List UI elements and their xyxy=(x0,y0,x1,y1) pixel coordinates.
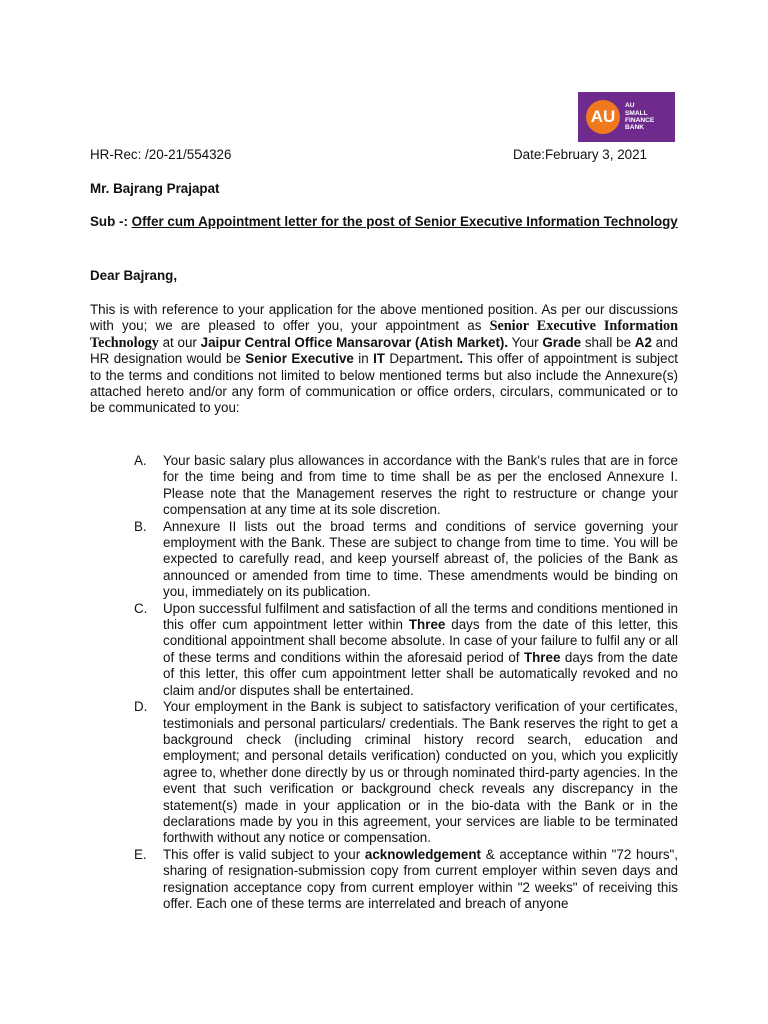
item-label: A. xyxy=(134,453,147,468)
letter-date: Date:February 3, 2021 xyxy=(513,147,647,162)
au-bank-logo xyxy=(578,92,675,142)
designation-value: Senior Executive xyxy=(245,351,354,367)
item-text: Annexure II lists out the broad terms and conditions of service governing your employment with the Bank. These are subject to change from time to time. You will be expected to carefully read, and keep yourself abreast of, the policies of the Bank as announced or amended from time to time. These amendments would be binding on you, immediately on its publication. xyxy=(163,518,678,600)
department-value: IT xyxy=(373,351,385,367)
item-label: E. xyxy=(134,846,147,862)
salutation: Dear Bajrang, xyxy=(90,268,178,283)
list-item xyxy=(134,601,678,699)
subject-prefix: Sub -: xyxy=(90,214,128,229)
intro-paragraph: This is with reference to your application for the above mentioned position. As per our discussions with you; we are pleased to offer you, your appointment as Senior Executive Information Technology at our Jaipur Central Office Mansarovar (Atish Market). Your Grade shall be A2 and HR designation would be Senior Executive in IT Department. This offer of appointment is subject to the terms and conditions not limited to below mentioned terms but also include the Annexure(s) attached hereto and/or any form of communication or office orders, circulars, communicated or to be communicated to you: xyxy=(90,302,678,416)
position-title: Senior Executive Information Technology xyxy=(90,318,678,351)
list-item xyxy=(134,519,678,601)
item-label: D. xyxy=(134,699,148,715)
item-label: C. xyxy=(134,600,148,616)
list-item xyxy=(134,453,678,519)
terms-list xyxy=(134,453,678,912)
office-location: Jaipur Central Office Mansarovar (Atish Market). xyxy=(200,334,509,350)
logo-mark: AU xyxy=(586,100,620,134)
item-text: This offer is valid subject to your acknowledgement & acceptance within "72 hours", sharing of resignation-submission copy from current employer within seven days and resignation acceptance copy from current employer within "2 weeks" of receiving this offer. Each one of these terms are interrelated and breach of anyone xyxy=(163,846,678,911)
item-text: Your basic salary plus allowances in accordance with the Bank's rules that are in force for the time being and from time to time shall be as per the enclosed Annexure I. Please note that the Management reserves the right to restructure or change your compensation at any time at its sole discretion. xyxy=(163,453,678,518)
reference-number: HR-Rec: /20-21/554326 xyxy=(90,147,232,162)
subject-line xyxy=(90,214,678,230)
item-label: B. xyxy=(134,518,147,534)
list-item xyxy=(134,699,678,847)
item-text: Your employment in the Bank is subject to satisfactory verification of your certificates, testimonials and personal particulars/ credentials. The Bank reserves the right to get a background check (including criminal history record search, education and employment; and personal details verification) conducted on you, which you explicitly agree to, whether done directly by us or through nominated third-party agencies. In the event that such verification or background check reveals any discrepancy in the statement(s) made in your application or in the bio-data with the Bank or in the declarations made by you in this agreement, your services are liable to be terminated forthwith without any notice or compensation. xyxy=(163,699,678,846)
recipient-name: Mr. Bajrang Prajapat xyxy=(90,181,220,196)
item-text: Upon successful fulfilment and satisfaction of all the terms and conditions mentioned in this offer cum appointment letter within Three days from the date of this letter, this conditional appointment shall become absolute. In case of your failure to fulfil any or all of these terms and conditions within the aforesaid period of Three days from the date of this letter, this offer cum appointment letter shall be automatically revoked and no claim and/or disputes shall be entertained. xyxy=(163,600,678,698)
logo-wordmark: AU SMALL FINANCE BANK xyxy=(625,102,655,132)
subject-text: Offer cum Appointment letter for the post of Senior Executive Information Technology xyxy=(131,214,678,229)
grade-value: A2 xyxy=(634,334,652,350)
list-item xyxy=(134,847,678,913)
